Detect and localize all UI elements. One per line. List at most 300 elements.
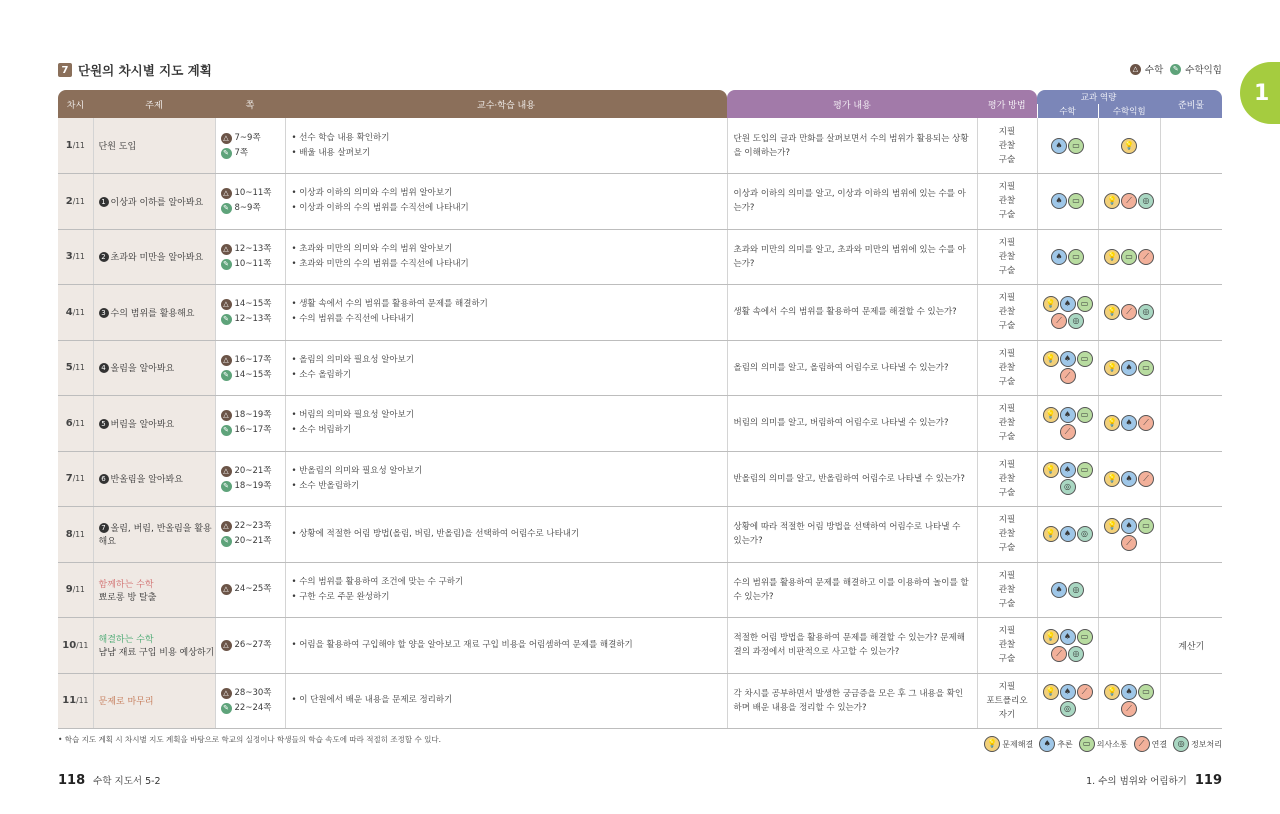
reasoning-icon: ♠ xyxy=(1051,193,1067,209)
content-item: • 구한 수로 주문 완성하기 xyxy=(292,590,727,605)
competency-practice-cell xyxy=(1098,507,1160,563)
method-item: 지필 xyxy=(998,237,1016,248)
competency-math-cell xyxy=(1037,174,1098,230)
special-lesson-label: 함께하는 수학 xyxy=(98,579,154,590)
method-item: 관찰 xyxy=(998,251,1016,262)
problem-solving-icon: 💡 xyxy=(1121,138,1137,154)
content-item: • 배울 내용 살펴보기 xyxy=(292,146,727,161)
connection-icon: ⟋ xyxy=(1121,701,1137,717)
topic-cell xyxy=(93,451,215,507)
method-item: 구술 xyxy=(998,487,1016,498)
practice-pages xyxy=(221,201,285,216)
connection-icon: ⟋ xyxy=(1121,193,1137,209)
practice-book-icon: ✎ xyxy=(221,148,232,159)
problem-solving-icon: 💡 xyxy=(984,736,1000,752)
competency-practice-cell xyxy=(1098,340,1160,396)
method-item: 구술 xyxy=(998,654,1016,665)
info-processing-icon: ◎ xyxy=(1060,479,1076,495)
evaluation-cell: 생활 속에서 수의 범위를 활용하여 문제를 해결할 수 있는가? xyxy=(727,285,977,341)
math-pages-label: 10~11쪽 xyxy=(234,188,272,199)
prep-cell xyxy=(1160,451,1222,507)
prep-cell: 계산기 xyxy=(1160,618,1222,674)
method-item: 지필 xyxy=(998,626,1016,637)
competency-practice-cell xyxy=(1098,562,1160,618)
competency-icons xyxy=(1040,684,1096,717)
prep-cell xyxy=(1160,174,1222,230)
problem-solving-icon: 💡 xyxy=(1043,684,1059,700)
connection-icon: ⟋ xyxy=(1077,684,1093,700)
math-book-icon: △ xyxy=(221,133,232,144)
competency-icons xyxy=(1040,407,1096,440)
lesson-number-badge: 2 xyxy=(99,252,109,262)
method-item: 구술 xyxy=(998,543,1016,554)
prep-cell xyxy=(1160,673,1222,729)
content-cell xyxy=(285,673,727,729)
connection-icon: ⟋ xyxy=(1138,249,1154,265)
method-item: 지필 xyxy=(998,570,1016,581)
right-chapter-name: 1. 수의 범위와 어림하기 xyxy=(1086,776,1187,787)
prep-cell xyxy=(1160,396,1222,452)
session-total: /11 xyxy=(72,363,85,373)
lesson-number-badge: 1 xyxy=(99,197,109,207)
topic-title: 올림, 버림, 반올림을 활용해요 xyxy=(98,524,212,548)
competency-practice-cell xyxy=(1098,118,1160,174)
info-processing-icon: ◎ xyxy=(1138,304,1154,320)
table-row xyxy=(58,451,1222,507)
problem-solving-icon: 💡 xyxy=(1043,526,1059,542)
communication-icon: ▭ xyxy=(1068,138,1084,154)
prep-cell xyxy=(1160,285,1222,341)
pages-cell xyxy=(215,285,285,341)
practice-book-icon: ✎ xyxy=(221,536,232,547)
session-number: 8 xyxy=(65,528,73,540)
content-cell xyxy=(285,174,727,230)
method-cell xyxy=(977,118,1037,174)
math-pages xyxy=(221,638,285,653)
method-item: 구술 xyxy=(998,376,1016,387)
footnote: • 학습 지도 계획 시 차시별 지도 계획을 바탕으로 학교의 실정이나 학생들의 학습 속도에 따라 적절히 조정할 수 있다. xyxy=(58,735,441,744)
content-cell xyxy=(285,285,727,341)
reasoning-icon: ♠ xyxy=(1121,518,1137,534)
problem-solving-icon: 💡 xyxy=(1043,407,1059,423)
evaluation-cell: 이상과 이하의 의미를 알고, 이상과 이하의 범위에 있는 수를 아는가? xyxy=(727,174,977,230)
problem-solving-icon: 💡 xyxy=(1043,296,1059,312)
reasoning-icon: ♠ xyxy=(1039,736,1055,752)
evaluation-cell: 버림의 의미를 알고, 버림하여 어림수로 나타낼 수 있는가? xyxy=(727,396,977,452)
math-pages xyxy=(221,464,285,479)
math-book-icon: △ xyxy=(221,244,232,255)
section-heading: 단원의 차시별 지도 계획 xyxy=(78,63,212,78)
reasoning-icon: ♠ xyxy=(1121,471,1137,487)
competency-icons xyxy=(1040,629,1096,662)
header-comp-math: 수학 xyxy=(1037,104,1098,118)
math-pages xyxy=(221,686,285,701)
content-cell xyxy=(285,340,727,396)
lesson-number-badge: 6 xyxy=(99,474,109,484)
info-processing-icon: ◎ xyxy=(1173,736,1189,752)
communication-icon: ▭ xyxy=(1077,629,1093,645)
method-item: 관찰 xyxy=(998,473,1016,484)
lesson-number-badge: 3 xyxy=(99,308,109,318)
practice-book-icon: ✎ xyxy=(221,259,232,270)
competency-icons xyxy=(1101,684,1157,717)
problem-solving-icon: 💡 xyxy=(1104,518,1120,534)
info-processing-icon: ◎ xyxy=(1060,701,1076,717)
math-pages-label: 20~21쪽 xyxy=(234,465,272,476)
session-cell xyxy=(58,340,93,396)
legend-comm: 의사소통 xyxy=(1096,739,1128,749)
content-item: • 이 단원에서 배운 내용을 문제로 정리하기 xyxy=(292,693,727,708)
session-number: 2 xyxy=(65,195,73,207)
competency-icons xyxy=(1040,296,1096,329)
prep-cell xyxy=(1160,562,1222,618)
math-pages xyxy=(221,131,285,146)
content-cell xyxy=(285,396,727,452)
content-cell xyxy=(285,229,727,285)
practice-book-icon: ✎ xyxy=(221,370,232,381)
session-number: 4 xyxy=(65,306,73,318)
header-content: 교수·학습 내용 xyxy=(285,90,727,118)
header-competency: 교과 역량 xyxy=(1037,90,1160,104)
legend-problem: 문제해결 xyxy=(1002,739,1034,749)
reasoning-icon: ♠ xyxy=(1060,407,1076,423)
practice-book-icon: ✎ xyxy=(221,203,232,214)
competency-math-cell xyxy=(1037,340,1098,396)
method-cell xyxy=(977,618,1037,674)
content-item: • 반올림의 의미와 필요성 알아보기 xyxy=(292,464,727,479)
content-cell xyxy=(285,618,727,674)
info-processing-icon: ◎ xyxy=(1077,526,1093,542)
content-cell xyxy=(285,118,727,174)
communication-icon: ▭ xyxy=(1077,462,1093,478)
method-cell xyxy=(977,562,1037,618)
math-book-icon: △ xyxy=(221,521,232,532)
math-pages xyxy=(221,408,285,423)
communication-icon: ▭ xyxy=(1138,360,1154,376)
session-number: 3 xyxy=(65,251,73,263)
content-item: • 올림의 의미와 필요성 알아보기 xyxy=(292,353,727,368)
communication-icon: ▭ xyxy=(1077,296,1093,312)
method-item: 관찰 xyxy=(998,362,1016,373)
evaluation-cell: 수의 범위를 활용하여 문제를 해결하고 이를 이용하여 놀이를 할 수 있는가? xyxy=(727,562,977,618)
topic-cell xyxy=(93,673,215,729)
method-item: 지필 xyxy=(998,348,1016,359)
competency-math-cell xyxy=(1037,118,1098,174)
practice-pages-label: 20~21쪽 xyxy=(234,536,272,547)
content-item: • 이상과 이하의 수의 범위를 수직선에 나타내기 xyxy=(292,201,727,216)
competency-practice-cell xyxy=(1098,618,1160,674)
table-row xyxy=(58,673,1222,729)
competency-math-cell xyxy=(1037,229,1098,285)
math-pages-label: 14~15쪽 xyxy=(234,299,272,310)
session-cell xyxy=(58,507,93,563)
connection-icon: ⟋ xyxy=(1138,415,1154,431)
content-item: • 버림의 의미와 필요성 알아보기 xyxy=(292,408,727,423)
legend-info: 정보처리 xyxy=(1191,739,1222,749)
evaluation-cell: 단원 도입의 글과 만화를 살펴보면서 수의 범위가 활용되는 상황을 이해하는가? xyxy=(727,118,977,174)
competency-math-cell xyxy=(1037,507,1098,563)
prep-cell xyxy=(1160,229,1222,285)
content-item: • 선수 학습 내용 확인하기 xyxy=(292,131,727,146)
method-item: 구술 xyxy=(998,321,1016,332)
topic-title: 냠냠 재료 구입 비용 예상하기 xyxy=(98,648,215,659)
math-book-icon: △ xyxy=(1130,64,1141,75)
math-book-icon: △ xyxy=(221,640,232,651)
problem-solving-icon: 💡 xyxy=(1043,629,1059,645)
method-item: 구술 xyxy=(998,432,1016,443)
prep-cell xyxy=(1160,340,1222,396)
practice-book-icon: ✎ xyxy=(221,314,232,325)
practice-book-icon: ✎ xyxy=(221,703,232,714)
info-processing-icon: ◎ xyxy=(1068,313,1084,329)
competency-practice-cell xyxy=(1098,396,1160,452)
session-number: 1 xyxy=(65,140,73,151)
practice-pages-label: 7쪽 xyxy=(234,147,249,158)
connection-icon: ⟋ xyxy=(1060,424,1076,440)
math-book-icon: △ xyxy=(221,584,232,595)
session-total: /11 xyxy=(76,696,89,706)
topic-cell xyxy=(93,507,215,563)
problem-solving-icon: 💡 xyxy=(1043,351,1059,367)
pages-cell xyxy=(215,229,285,285)
connection-icon: ⟋ xyxy=(1121,535,1137,551)
competency-math-cell xyxy=(1037,562,1098,618)
competency-practice-cell xyxy=(1098,229,1160,285)
practice-pages xyxy=(221,257,285,272)
topic-title: 단원 도입 xyxy=(98,142,137,152)
method-item: 지필 xyxy=(998,515,1016,526)
math-pages xyxy=(221,582,285,597)
header-comp-practice: 수학익힘 xyxy=(1098,104,1160,118)
section-number: 7 xyxy=(58,63,72,77)
communication-icon: ▭ xyxy=(1077,407,1093,423)
table-row xyxy=(58,285,1222,341)
content-item: • 생활 속에서 수의 범위를 활용하여 문제를 해결하기 xyxy=(292,297,727,312)
method-item: 관찰 xyxy=(998,418,1016,429)
session-total: /11 xyxy=(76,640,89,650)
math-pages xyxy=(221,519,285,534)
competency-icons xyxy=(1104,193,1154,209)
practice-pages-label: 12~13쪽 xyxy=(234,314,272,325)
method-item: 지필 xyxy=(998,126,1016,137)
topic-cell xyxy=(93,562,215,618)
method-cell xyxy=(977,396,1037,452)
reasoning-icon: ♠ xyxy=(1051,582,1067,598)
topic-title: 수의 범위를 활용해요 xyxy=(110,308,195,319)
method-cell xyxy=(977,507,1037,563)
communication-icon: ▭ xyxy=(1121,249,1137,265)
topic-cell xyxy=(93,174,215,230)
topic-title: 뾰로롱 방 탈출 xyxy=(98,592,157,603)
evaluation-cell: 올림의 의미를 알고, 올림하여 어림수로 나타낼 수 있는가? xyxy=(727,340,977,396)
content-item: • 수의 범위를 수직선에 나타내기 xyxy=(292,312,727,327)
practice-book-icon: ✎ xyxy=(221,425,232,436)
method-item: 지필 xyxy=(998,459,1016,470)
method-item: 구술 xyxy=(998,265,1016,276)
evaluation-cell: 각 차시를 공부하면서 발생한 궁금증을 모은 후 그 내용을 확인하며 배운 내용을 정리할 수 있는가? xyxy=(727,673,977,729)
competency-math-cell xyxy=(1037,618,1098,674)
pages-cell xyxy=(215,618,285,674)
competency-practice-cell xyxy=(1098,285,1160,341)
table-row xyxy=(58,396,1222,452)
session-cell xyxy=(58,562,93,618)
method-item: 관찰 xyxy=(998,307,1016,318)
table-row xyxy=(58,618,1222,674)
topic-cell xyxy=(93,618,215,674)
session-number: 6 xyxy=(65,417,73,429)
connection-icon: ⟋ xyxy=(1060,368,1076,384)
session-cell xyxy=(58,618,93,674)
method-item: 구술 xyxy=(998,154,1016,165)
practice-pages xyxy=(221,534,285,549)
legend-connect: 연결 xyxy=(1151,739,1168,749)
competency-math-cell xyxy=(1037,451,1098,507)
competency-icons xyxy=(1104,471,1154,487)
table-row xyxy=(58,340,1222,396)
connection-icon: ⟋ xyxy=(1121,304,1137,320)
content-cell xyxy=(285,451,727,507)
competency-practice-cell xyxy=(1098,174,1160,230)
method-item: 지필 xyxy=(998,182,1016,193)
topic-title: 올림을 알아봐요 xyxy=(110,364,175,375)
method-cell xyxy=(977,451,1037,507)
competency-icons xyxy=(1043,526,1093,542)
reasoning-icon: ♠ xyxy=(1051,249,1067,265)
reasoning-icon: ♠ xyxy=(1121,415,1137,431)
problem-solving-icon: 💡 xyxy=(1043,462,1059,478)
header-session: 차시 xyxy=(58,90,93,118)
pages-cell xyxy=(215,451,285,507)
info-processing-icon: ◎ xyxy=(1068,582,1084,598)
method-item: 지필 xyxy=(998,293,1016,304)
reasoning-icon: ♠ xyxy=(1051,138,1067,154)
session-total: /11 xyxy=(72,196,85,206)
competency-icons xyxy=(1040,351,1096,384)
table-row xyxy=(58,562,1222,618)
reasoning-icon: ♠ xyxy=(1121,360,1137,376)
left-book-name: 수학 지도서 5-2 xyxy=(93,776,161,787)
reasoning-icon: ♠ xyxy=(1121,684,1137,700)
math-book-icon: △ xyxy=(221,410,232,421)
method-item: 구술 xyxy=(998,210,1016,221)
method-cell xyxy=(977,673,1037,729)
book-legend xyxy=(1130,62,1222,76)
method-item: 관찰 xyxy=(998,529,1016,540)
practice-pages xyxy=(221,479,285,494)
problem-solving-icon: 💡 xyxy=(1104,471,1120,487)
communication-icon: ▭ xyxy=(1068,193,1084,209)
competency-icons xyxy=(1051,193,1084,209)
competency-icons xyxy=(1104,360,1154,376)
header-topic: 주제 xyxy=(93,90,215,118)
connection-icon: ⟋ xyxy=(1134,736,1150,752)
math-book-label: 수학 xyxy=(1144,65,1164,76)
competency-icons xyxy=(1051,249,1084,265)
competency-icons xyxy=(1104,304,1154,320)
competency-icons xyxy=(1101,518,1157,551)
prep-cell xyxy=(1160,118,1222,174)
math-pages-label: 24~25쪽 xyxy=(234,584,272,595)
session-cell xyxy=(58,451,93,507)
problem-solving-icon: 💡 xyxy=(1104,415,1120,431)
math-book-icon: △ xyxy=(221,466,232,477)
method-item: 포트폴리오 xyxy=(986,695,1028,706)
reasoning-icon: ♠ xyxy=(1060,462,1076,478)
evaluation-cell: 적절한 어림 방법을 활용하여 문제를 해결할 수 있는가? 문제해결의 과정에서 비판적으로 사고할 수 있는가? xyxy=(727,618,977,674)
session-number: 5 xyxy=(65,362,73,374)
competency-math-cell xyxy=(1037,673,1098,729)
method-item: 관찰 xyxy=(998,640,1016,651)
practice-book-icon: ✎ xyxy=(221,481,232,492)
pages-cell xyxy=(215,673,285,729)
pages-cell xyxy=(215,396,285,452)
math-pages-label: 7~9쪽 xyxy=(234,132,261,143)
topic-cell xyxy=(93,396,215,452)
content-item: • 이상과 이하의 의미와 수의 범위 알아보기 xyxy=(292,186,727,201)
lesson-plan-table xyxy=(58,90,1222,729)
topic-cell xyxy=(93,340,215,396)
header-method: 평가 방법 xyxy=(977,90,1037,118)
chapter-tab: 1 xyxy=(1240,62,1280,124)
pages-cell xyxy=(215,562,285,618)
communication-icon: ▭ xyxy=(1068,249,1084,265)
problem-solving-icon: 💡 xyxy=(1104,193,1120,209)
competency-math-cell xyxy=(1037,396,1098,452)
right-page-number: 119 xyxy=(1194,773,1222,788)
footer-right xyxy=(1086,773,1222,788)
reasoning-icon: ♠ xyxy=(1060,629,1076,645)
competency-icons xyxy=(1040,462,1096,495)
practice-pages xyxy=(221,423,285,438)
session-total: /11 xyxy=(72,141,85,150)
practice-pages xyxy=(221,146,285,161)
content-item: • 초과와 미만의 수의 범위를 수직선에 나타내기 xyxy=(292,257,727,272)
connection-icon: ⟋ xyxy=(1051,646,1067,662)
session-number: 11 xyxy=(62,695,77,707)
competency-practice-cell xyxy=(1098,673,1160,729)
method-cell xyxy=(977,174,1037,230)
topic-title: 초과와 미만을 알아봐요 xyxy=(110,253,204,264)
session-total: /11 xyxy=(72,307,85,317)
math-book-icon: △ xyxy=(221,355,232,366)
content-item: • 상황에 적절한 어림 방법(올림, 버림, 반올림)을 선택하여 어림수로 나타내기 xyxy=(292,527,727,542)
topic-cell xyxy=(93,118,215,174)
header-prep: 준비물 xyxy=(1160,90,1222,118)
method-cell xyxy=(977,229,1037,285)
math-pages xyxy=(221,353,285,368)
session-cell xyxy=(58,174,93,230)
topic-title: 버림을 알아봐요 xyxy=(110,419,175,430)
session-total: /11 xyxy=(72,252,85,262)
practice-pages-label: 8~9쪽 xyxy=(234,203,261,214)
session-cell xyxy=(58,673,93,729)
math-pages-label: 26~27쪽 xyxy=(234,639,272,650)
lesson-number-badge: 5 xyxy=(99,419,109,429)
method-cell xyxy=(977,285,1037,341)
table-row xyxy=(58,174,1222,230)
reasoning-icon: ♠ xyxy=(1060,526,1076,542)
header-pages: 쪽 xyxy=(215,90,285,118)
competency-icons xyxy=(1051,138,1084,154)
communication-icon: ▭ xyxy=(1077,351,1093,367)
practice-book-label: 수학익힘 xyxy=(1185,65,1222,76)
problem-solving-icon: 💡 xyxy=(1104,304,1120,320)
communication-icon: ▭ xyxy=(1138,684,1154,700)
competency-math-cell xyxy=(1037,285,1098,341)
practice-pages-label: 10~11쪽 xyxy=(234,258,272,269)
content-item: • 초과와 미만의 의미와 수의 범위 알아보기 xyxy=(292,242,727,257)
session-cell xyxy=(58,285,93,341)
